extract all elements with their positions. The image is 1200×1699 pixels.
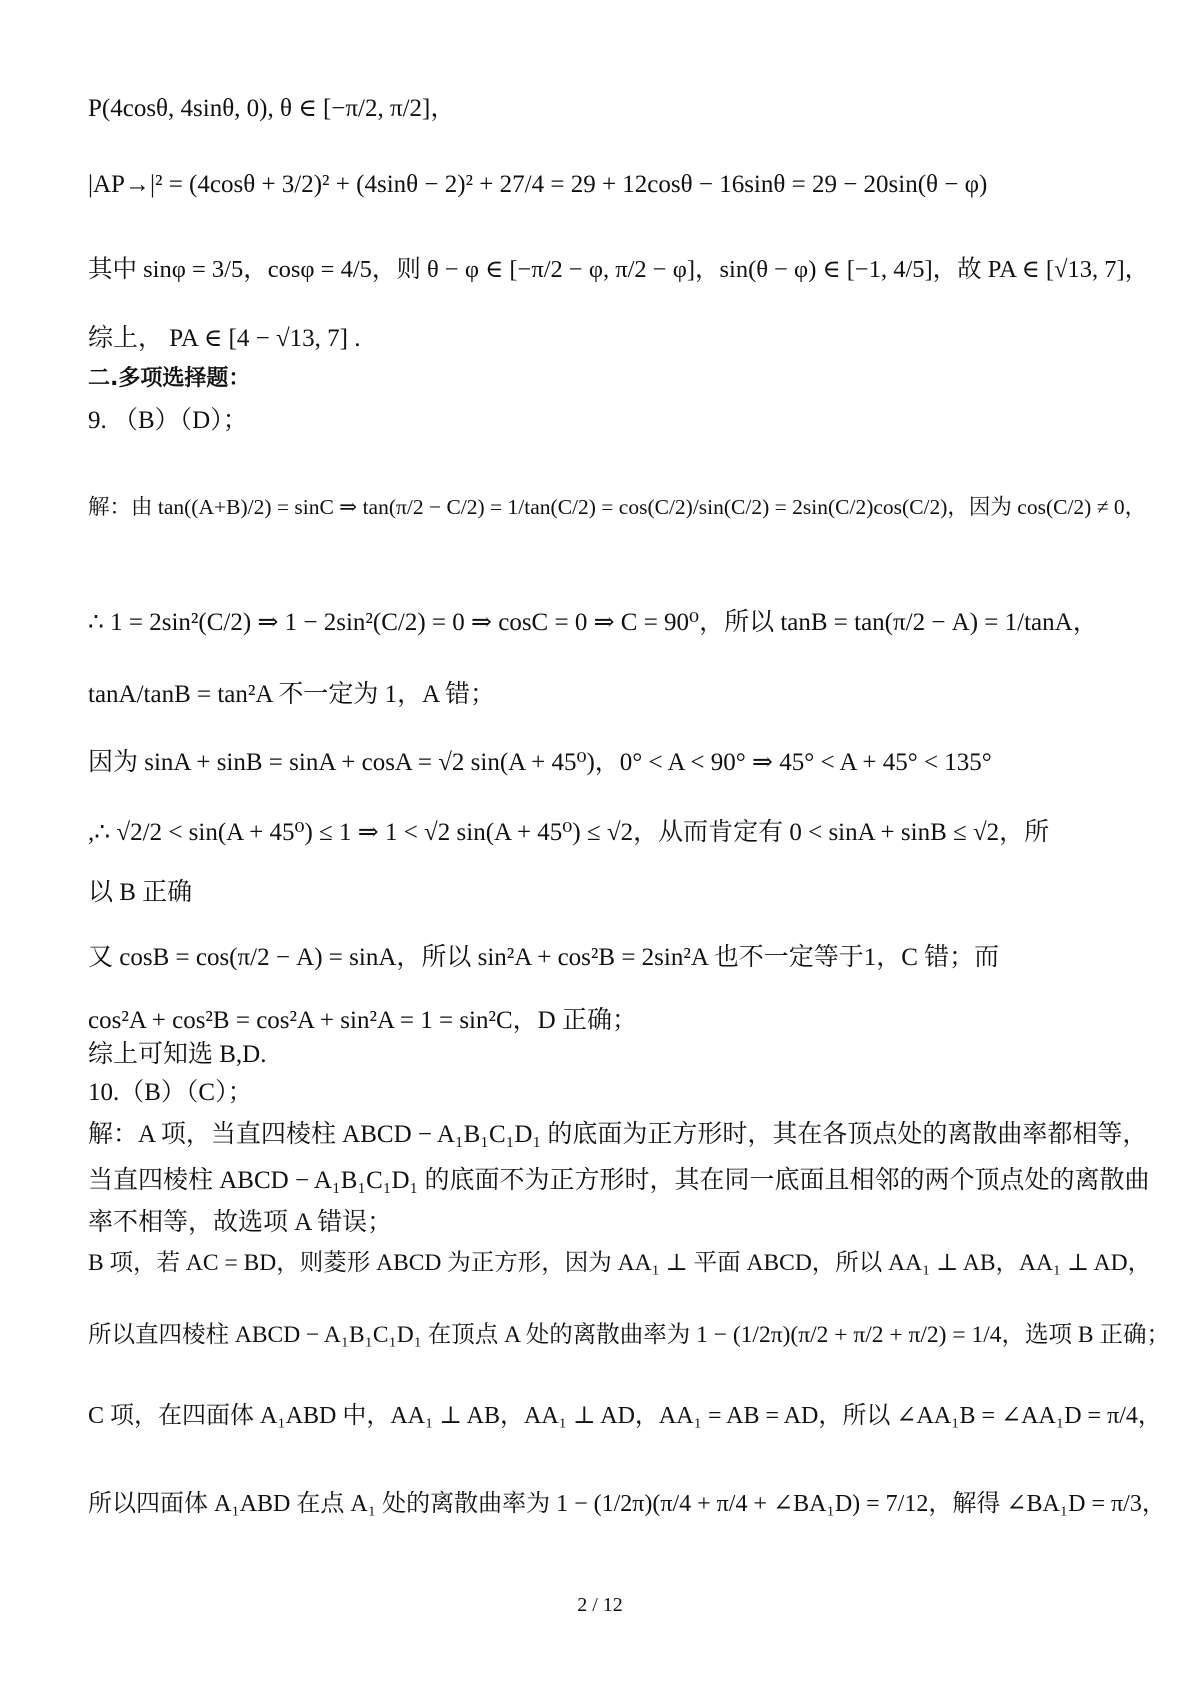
text-line: 因为 sinA + sinB = sinA + cosA = √2 sin(A + 45⁰)，0° < A < 90° ⇒ 45° < A + 45° < 135° [88,749,992,776]
text-line: 当直四棱柱 ABCD − A₁B₁C₁D₁ 的底面不为正方形时，其在同一底面且相邻的两个顶点处的离散曲 [88,1167,1150,1194]
text-line: ∴ 1 = 2sin²(C/2) ⇒ 1 − 2sin²(C/2) = 0 ⇒ cosC = 0 ⇒ C = 90⁰，所以 tanB = tan(π/2 − A) = 1/tanA， [88,609,1098,636]
text-line: B 项，若 AC = BD，则菱形 ABCD 为正方形，因为 AA₁ ⊥ 平面 ABCD，所以 AA₁ ⊥ AB，AA₁ ⊥ AD， [88,1250,1152,1276]
text-line: 其中 sinφ = 3/5，cosφ = 4/5，则 θ − φ ∈ [−π/2 − φ, π/2 − φ]，sin(θ − φ) ∈ [−1, 4/5]，故 PA ∈ [√13, 7]， [88,256,1150,283]
text-line: 综上， PA ∈ [4 − √13, 7] . [88,325,361,352]
text-line: |AP→|² = (4cosθ + 3/2)² + (4sinθ − 2)² + 27/4 = 29 + 12cosθ − 16sinθ = 29 − 20sin(θ − φ) [88,171,988,198]
text-line: C 项，在四面体 A₁ABD 中，AA₁ ⊥ AB，AA₁ ⊥ AD，AA₁ = AB = AD，所以 ∠AA₁B = ∠AA₁D = π/4， [88,1403,1162,1429]
text-line: P(4cosθ, 4sinθ, 0), θ ∈ [−π/2, π/2]， [88,95,456,122]
text-line: ,∴ √2/2 < sin(A + 45⁰) ≤ 1 ⇒ 1 < √2 sin(A + 45⁰) ≤ √2，从而肯定有 0 < sinA + sinB ≤ √2，所 [88,819,1050,846]
text-line: 又 cosB = cos(π/2 − A) = sinA，所以 sin²A + cos²B = 2sin²A 也不一定等于1，C 错；而 [88,944,1000,971]
text-line: 10.（B）（C）； [88,1079,253,1106]
page-number: 2 / 12 [577,1594,623,1616]
text-line: 综上可知选 B,D. [88,1041,267,1068]
text-line: tanA/tanB = tan²A 不一定为 1，A 错； [88,681,495,708]
text-line: cos²A + cos²B = cos²A + sin²A = 1 = sin²C，D 正确； [88,1007,637,1034]
text-line: 解：由 tan((A+B)/2) = sinC ⇒ tan(π/2 − C/2) = 1/tan(C/2) = cos(C/2)/sin(C/2) = 2sin(C/2)cos(C/2)，因为 cos(C/2) ≠ 0， [88,495,1147,519]
text-line: 所以直四棱柱 ABCD − A₁B₁C₁D₁ 在顶点 A 处的离散曲率为 1 − (1/2π)(π/2 + π/2 + π/2) = 1/4，选项 B 正确； [88,1322,1170,1348]
text-line: 率不相等，故选项 A 错误； [88,1209,393,1236]
text-line: 9. （B）（D）； [88,407,248,434]
text-line: 以 B 正确 [88,879,193,906]
section-heading: 二.多项选择题： [88,366,251,391]
text-line: 解：A 项，当直四棱柱 ABCD − A₁B₁C₁D₁ 的底面为正方形时，其在各顶点处的离散曲率都相等， [88,1121,1148,1148]
text-line: 所以四面体 A₁ABD 在点 A₁ 处的离散曲率为 1 − (1/2π)(π/4 + π/4 + ∠BA₁D) = 7/12，解得 ∠BA₁D = π/3， [88,1491,1166,1517]
